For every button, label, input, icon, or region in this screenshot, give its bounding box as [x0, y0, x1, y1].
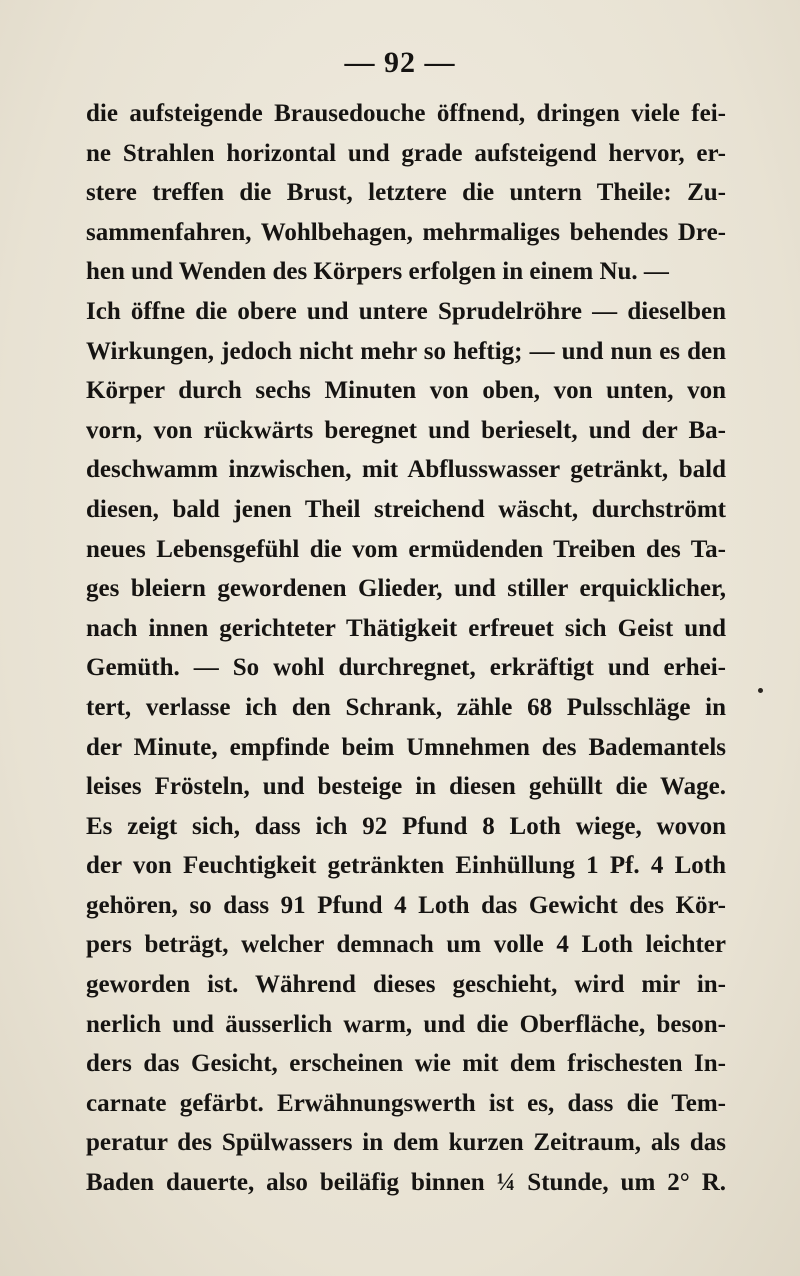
text-line: carnate gefärbt. Erwähnungswerth ist es, dass die Tem- [86, 1089, 726, 1117]
text-line: vorn, von rückwärts beregnet und berieselt, und der Ba- [86, 416, 726, 444]
text-line: hen und Wenden des Körpers erfolgen in einem Nu. — [86, 258, 669, 286]
text-line: neues Lebensgefühl die vom ermüdenden Treiben des Ta- [86, 535, 726, 563]
body-text [86, 94, 726, 1203]
text-line: sammenfahren, Wohlbehagen, mehrmaliges behendes Dre- [86, 218, 726, 246]
text-line: ne Strahlen horizontal und grade aufsteigend hervor, er- [86, 139, 726, 167]
text-line: Es zeigt sich, dass ich 92 Pfund 8 Loth wiege, wovon [86, 812, 726, 840]
text-line: Körper durch sechs Minuten von oben, von unten, von [86, 377, 726, 405]
text-line: leises Frösteln, und besteige in diesen gehüllt die Wage. [86, 773, 726, 801]
ink-speck [758, 688, 763, 693]
text-line: pers beträgt, welcher demnach um volle 4 Loth leichter [86, 931, 726, 959]
text-line: deschwamm inzwischen, mit Abflusswasser getränkt, bald [86, 456, 726, 484]
text-line: nerlich und äusserlich warm, und die Oberfläche, beson- [86, 1010, 726, 1038]
text-line: Gemüth. — So wohl durchregnet, erkräftigt und erhei- [86, 654, 726, 682]
text-line: ders das Gesicht, erscheinen wie mit dem frischesten In- [86, 1050, 726, 1078]
text-line: tert, verlasse ich den Schrank, zähle 68 Pulsschläge in [86, 693, 726, 721]
text-line: diesen, bald jenen Theil streichend wäscht, durchströmt [86, 495, 726, 523]
text-line: ges bleiern gewordenen Glieder, und stiller erquicklicher, [86, 575, 726, 603]
text-line: nach innen gerichteter Thätigkeit erfreuet sich Geist und [86, 614, 726, 642]
text-line: der von Feuchtigkeit getränkten Einhüllung 1 Pf. 4 Loth [86, 852, 726, 880]
text-line: stere treffen die Brust, letztere die untern Theile: Zu- [86, 179, 726, 207]
page-number: — 92 — [344, 46, 456, 79]
text-line: Baden dauerte, also beiläfig binnen ¼ Stunde, um 2° R. [86, 1169, 726, 1197]
text-line: peratur des Spülwassers in dem kurzen Zeitraum, als das [86, 1129, 726, 1157]
text-line: Ich öffne die obere und untere Sprudelröhre — dieselben [86, 297, 726, 325]
text-line: die aufsteigende Brausedouche öffnend, dringen viele fei- [86, 100, 726, 127]
text-line: der Minute, empfinde beim Umnehmen des Bademantels [86, 733, 726, 761]
text-line: Wirkungen, jedoch nicht mehr so heftig; — und nun es den [86, 337, 726, 365]
text-line: gehören, so dass 91 Pfund 4 Loth das Gewicht des Kör- [86, 891, 726, 919]
text-line: geworden ist. Während dieses geschieht, wird mir in- [86, 971, 726, 999]
